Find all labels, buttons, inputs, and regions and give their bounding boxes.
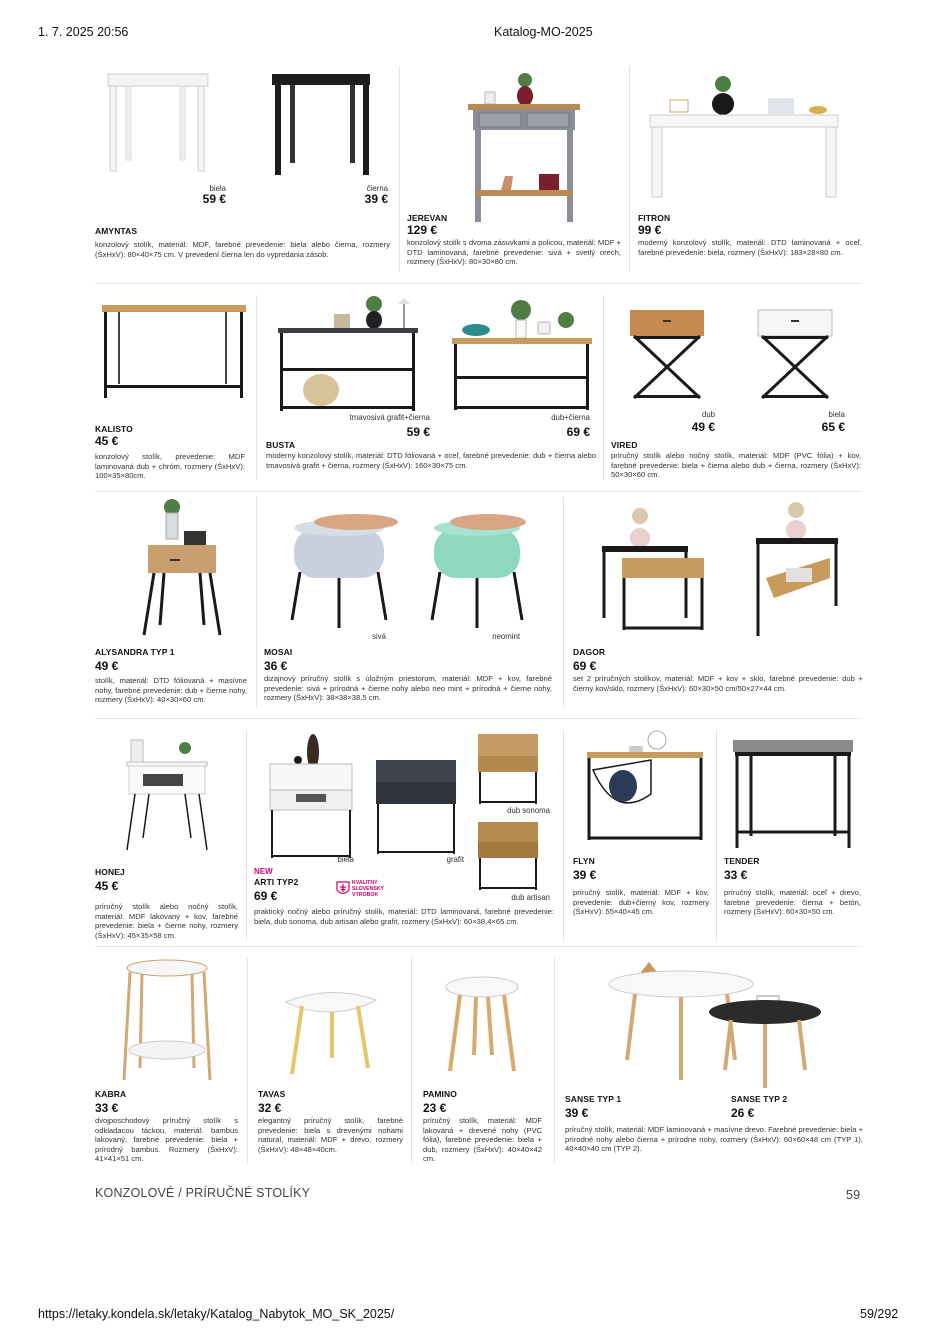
sanse-desc: príručný stolík, materiál: MDF laminovaná + masívne drevo. Farebné prevedenie: biela + prírodné nohy alebo čierna + prírodne nohy, rozmery (ŠxHxV): 60×60×48 cm (TYP 1), 40×40×40 cm (TYP 2). [565,1125,863,1154]
row-divider [95,283,862,284]
tender-price: 33 € [724,868,748,882]
kabra-price: 33 € [95,1101,119,1115]
arti-variant-label: dub artisan [511,893,550,902]
tender-name: TENDER [724,856,760,866]
vired-image [628,306,838,406]
divider [563,497,564,707]
sanse1-name: SANSE TYP 1 [565,1094,622,1104]
tavas-image [282,988,380,1078]
honej-name: HONEJ [95,867,125,877]
dagor-desc: set 2 príručných stolíkov, materiál: MDF + kov + sklo, farebné prevedenie: dub + čierny kov/sklo, rozmery (ŠxHxV): 60×30×50 cm/50×27×44 cm. [573,674,863,693]
dagor-name: DAGOR [573,647,606,657]
alysandra-image [140,495,230,635]
section-title: KONZOLOVÉ / PRÍRUČNÉ STOLÍKY [95,1186,311,1200]
flyn-desc: príručný stolík, materiál: MDF + kov, prevedenie: dub+čierny kov, rozmery (ŠxHxV): 55×40×45 cm. [573,888,709,917]
tavas-price: 32 € [258,1101,282,1115]
mosai-name: MOSAI [264,647,293,657]
amyntas-variant-label: čierna [366,184,388,193]
row-divider [95,946,862,947]
kalisto-desc: konzolový stolík, prevedenie: MDF laminovaná dub + chróm, rozmery (ŠxHxV): 100×35×80cm. [95,452,245,481]
alysandra-name: ALYSANDRA TYP 1 [95,647,175,657]
kabra-image [122,958,212,1082]
dagor-image [598,498,843,640]
divider [246,730,247,940]
jerevan-price: 129 € [407,223,438,237]
kabra-desc: dvojposchodový príručný stolík s odkladacou táckou, materiál: bambus lakovaný, farebné prevedenie: biela + prírodný bambus. Rozmery (ŠxHxV): 41×41×51 cm. [95,1116,238,1164]
amyntas-variant-label: biela [209,184,226,193]
flyn-price: 39 € [573,868,597,882]
flyn-image [585,730,707,845]
divider [716,730,717,940]
busta-image [276,292,594,414]
sanse2-price: 26 € [731,1106,755,1120]
busta-desc: moderny konzolový stolík, materiál: DTD fóliovaná + oceľ, farebné prevedenie: dub + čierna alebo tmavosivá grafit + čierna, rozmery (ŠxHxV): 160×30×75 cm. [266,451,596,470]
sanse-image [605,960,825,1090]
mosai-variant-label: sivá [372,632,386,641]
arti-variant-label: dub sonoma [507,806,550,815]
vired-desc: príručný stolík alebo nočný stolík, materiál: MDF (PVC fólia) + kov, farebné prevedenie: biela + čierna alebo dub + čierna, rozmery (ŠxHxV): 50×30×60 cm. [611,451,861,480]
quality-badge-text: KVALITNÝ SLOVENSKÝ VÝROBOK [352,880,384,898]
kabra-name: KABRA [95,1089,127,1099]
vired-variant-label: dub [701,410,715,419]
print-title: Katalog-MO-2025 [494,25,593,39]
tavas-desc: elegantný príručný stolík, farebné prevedenie: biela s drevenými nohami natural, materiál: MDF + drevo, rozmery (ŠxHxV): 48×48×40cm. [258,1116,403,1154]
alysandra-desc: stolík, materiál: DTD fóliovaná + masívne nohy, farebné prevedenie: dub + čierne nohy, rozmery (ŠxHxV): 40×30×60 cm. [95,676,247,705]
arti-variant-label: grafit [446,855,464,864]
arti-name: ARTI TYP2 [254,877,299,887]
amyntas-variant-price: 39 € [364,192,388,206]
jerevan-image [465,66,585,226]
amyntas-name: AMYNTAS [95,226,138,236]
sanse1-price: 39 € [565,1106,589,1120]
mosai-image [286,510,556,630]
divider [629,66,630,271]
busta-variant-price: 59 € [406,425,430,439]
divider [603,295,604,480]
sanse2-name: SANSE TYP 2 [731,1094,788,1104]
arti-price: 69 € [254,889,278,903]
vired-variant-label: biela [828,410,845,419]
fitron-image [648,70,843,200]
page-number: 59 [846,1188,861,1202]
divider [563,730,564,940]
slovak-quality-seal-icon [336,881,350,897]
mosai-desc: dizajnový príručný stolík s úložným priestorom, materiál: MDF + kov, farebné prevedenie: sivá + prírodná + čierne nohy alebo neo mint + prírodná + čierne nohy, rozmery (ŠxHxV): 38×38×38,5 cm. [264,674,552,703]
flyn-name: FLYN [573,856,595,866]
kalisto-name: KALISTO [95,424,133,434]
mosai-variant-label: neomint [492,632,520,641]
vired-name: VIRED [611,440,638,450]
fitron-name: FITRON [638,213,671,223]
divider [411,958,412,1163]
vired-variant-price: 65 € [821,420,845,434]
page-count: 59/292 [860,1307,899,1321]
honej-price: 45 € [95,879,119,893]
fitron-price: 99 € [638,223,662,237]
tavas-name: TAVAS [258,1089,286,1099]
vired-variant-price: 49 € [691,420,715,434]
divider [399,66,400,271]
divider [554,958,555,1163]
source-url[interactable]: https://letaky.kondela.sk/letaky/Katalog_Nabytok_MO_SK_2025/ [38,1307,395,1321]
dagor-price: 69 € [573,659,597,673]
busta-variant-label: tmavosivá grafit+čierna [349,413,430,422]
kalisto-image [100,305,250,400]
tender-image [733,740,855,850]
arti-desc: praktický nočný alebo príručný stolík, materiál: DTD laminovaná, farebné prevedenie: biela, dub sonoma, dub artisan alebo grafit, rozmery (ŠxHxV): 60×38,4×65 cm. [254,907,554,926]
divider [256,295,257,480]
kalisto-price: 45 € [95,434,119,448]
jerevan-desc: konzolový stolík s dvoma zásuvkami a policou, materiál: MDF + DTD laminovaná, farebné prevedenie: sivá + svetlý orech, rozmery (ŠxHxV): 80×30×80 cm. [407,238,621,267]
divider [256,497,257,707]
print-datetime: 1. 7. 2025 20:56 [38,25,129,39]
amyntas-desc: konzolový stolík, materiál: MDF, farebné prevedenie: biela alebo čierna, rozmery (ŠxHxV): 80×40×75 cm. V prevedení čierna len do vypredania zásob. [95,240,390,259]
arti-variant-label: biela [337,855,354,864]
busta-name: BUSTA [266,440,296,450]
honej-desc: príručný stolík alebo nočný stolík, materiál: MDF lakovaný + kov, farebné prevedenie: biela + čierne nohy, rozmery (ŠxHxV): 45×35×58 cm. [95,902,238,940]
alysandra-price: 49 € [95,659,119,673]
new-badge: NEW [254,867,273,876]
divider [247,958,248,1163]
jerevan-name: JEREVAN [407,213,448,223]
pamino-desc: príručný stolík, materiál: MDF lakovaná + drevené nohy (PVC fólia), farebné prevedenie: biela + dub, rozmery (ŠxHxV): 40×40×42 cm. [423,1116,542,1164]
busta-variant-price: 69 € [566,425,590,439]
pamino-image [442,975,522,1075]
mosai-price: 36 € [264,659,288,673]
row-divider [95,718,862,719]
pamino-name: PAMINO [423,1089,457,1099]
pamino-price: 23 € [423,1101,447,1115]
row-divider [95,491,862,492]
amyntas-image [100,70,390,185]
fitron-desc: moderný konzolový stolík, materiál: DTD laminovaná + oceľ, farebné prevedenie: biela, rozmery (ŠxHxV): 183×28×80 cm. [638,238,862,257]
amyntas-variant-price: 59 € [202,192,226,206]
honej-image [123,738,213,858]
tender-desc: príručný stolík, materiál: oceľ + drevo, farebné prevedenie: čierna + betón, rozmery (ŠxHxV): 60×30×50 cm. [724,888,861,917]
busta-variant-label: dub+čierna [551,413,590,422]
